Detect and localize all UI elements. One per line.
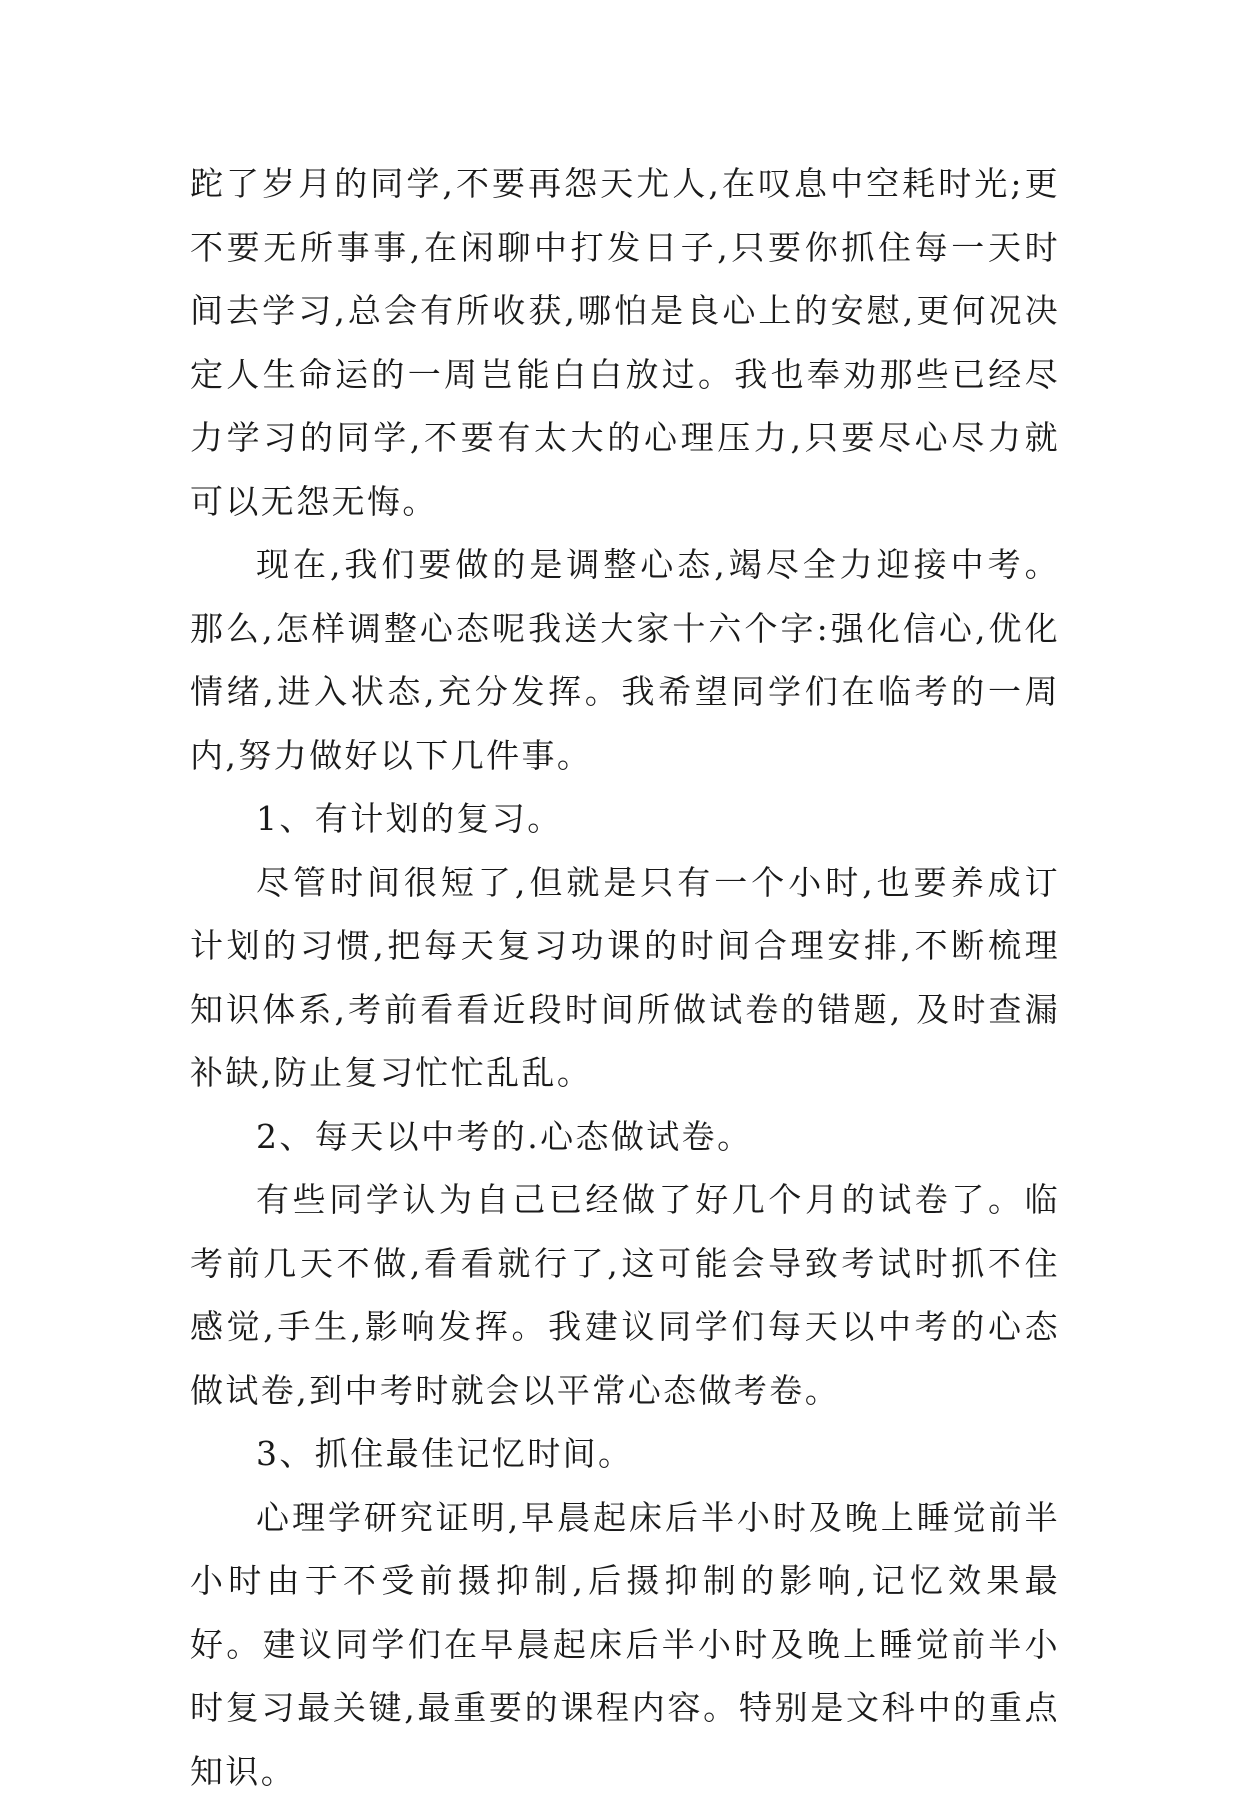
section-heading-1: 1、有计划的复习。 bbox=[190, 787, 1060, 851]
section-heading-3: 3、抓住最佳记忆时间。 bbox=[190, 1422, 1060, 1486]
paragraph-4: 有些同学认为自己已经做了好几个月的试卷了。临考前几天不做,看看就行了,这可能会导致考试时抓不住感觉,手生,影响发挥。我建议同学们每天以中考的心态做试卷,到中考时就会以平常心态做考卷。 bbox=[190, 1168, 1060, 1422]
paragraph-2: 现在,我们要做的是调整心态,竭尽全力迎接中考。那么,怎样调整心态呢我送大家十六个字:强化信心,优化情绪,进入状态,充分发挥。我希望同学们在临考的一周内,努力做好以下几件事。 bbox=[190, 533, 1060, 787]
body-text bbox=[190, 152, 1060, 1803]
section-heading-2: 2、每天以中考的.心态做试卷。 bbox=[190, 1105, 1060, 1169]
paragraph-5: 心理学研究证明,早晨起床后半小时及晚上睡觉前半小时由于不受前摄抑制,后摄抑制的影响,记忆效果最好。建议同学们在早晨起床后半小时及晚上睡觉前半小时复习最关键,最重要的课程内容。特别是文科中的重点知识。 bbox=[190, 1486, 1060, 1803]
paragraph-1: 跎了岁月的同学,不要再怨天尤人,在叹息中空耗时光;更不要无所事事,在闲聊中打发日子,只要你抓住每一天时间去学习,总会有所收获,哪怕是良心上的安慰,更何况决定人生命运的一周岂能白白放过。我也奉劝那些已经尽力学习的同学,不要有太大的心理压力,只要尽心尽力就可以无怨无悔。 bbox=[190, 152, 1060, 533]
paragraph-3: 尽管时间很短了,但就是只有一个小时,也要养成订计划的习惯,把每天复习功课的时间合理安排,不断梳理知识体系,考前看看近段时间所做试卷的错题, 及时查漏补缺,防止复习忙忙乱乱。 bbox=[190, 851, 1060, 1105]
